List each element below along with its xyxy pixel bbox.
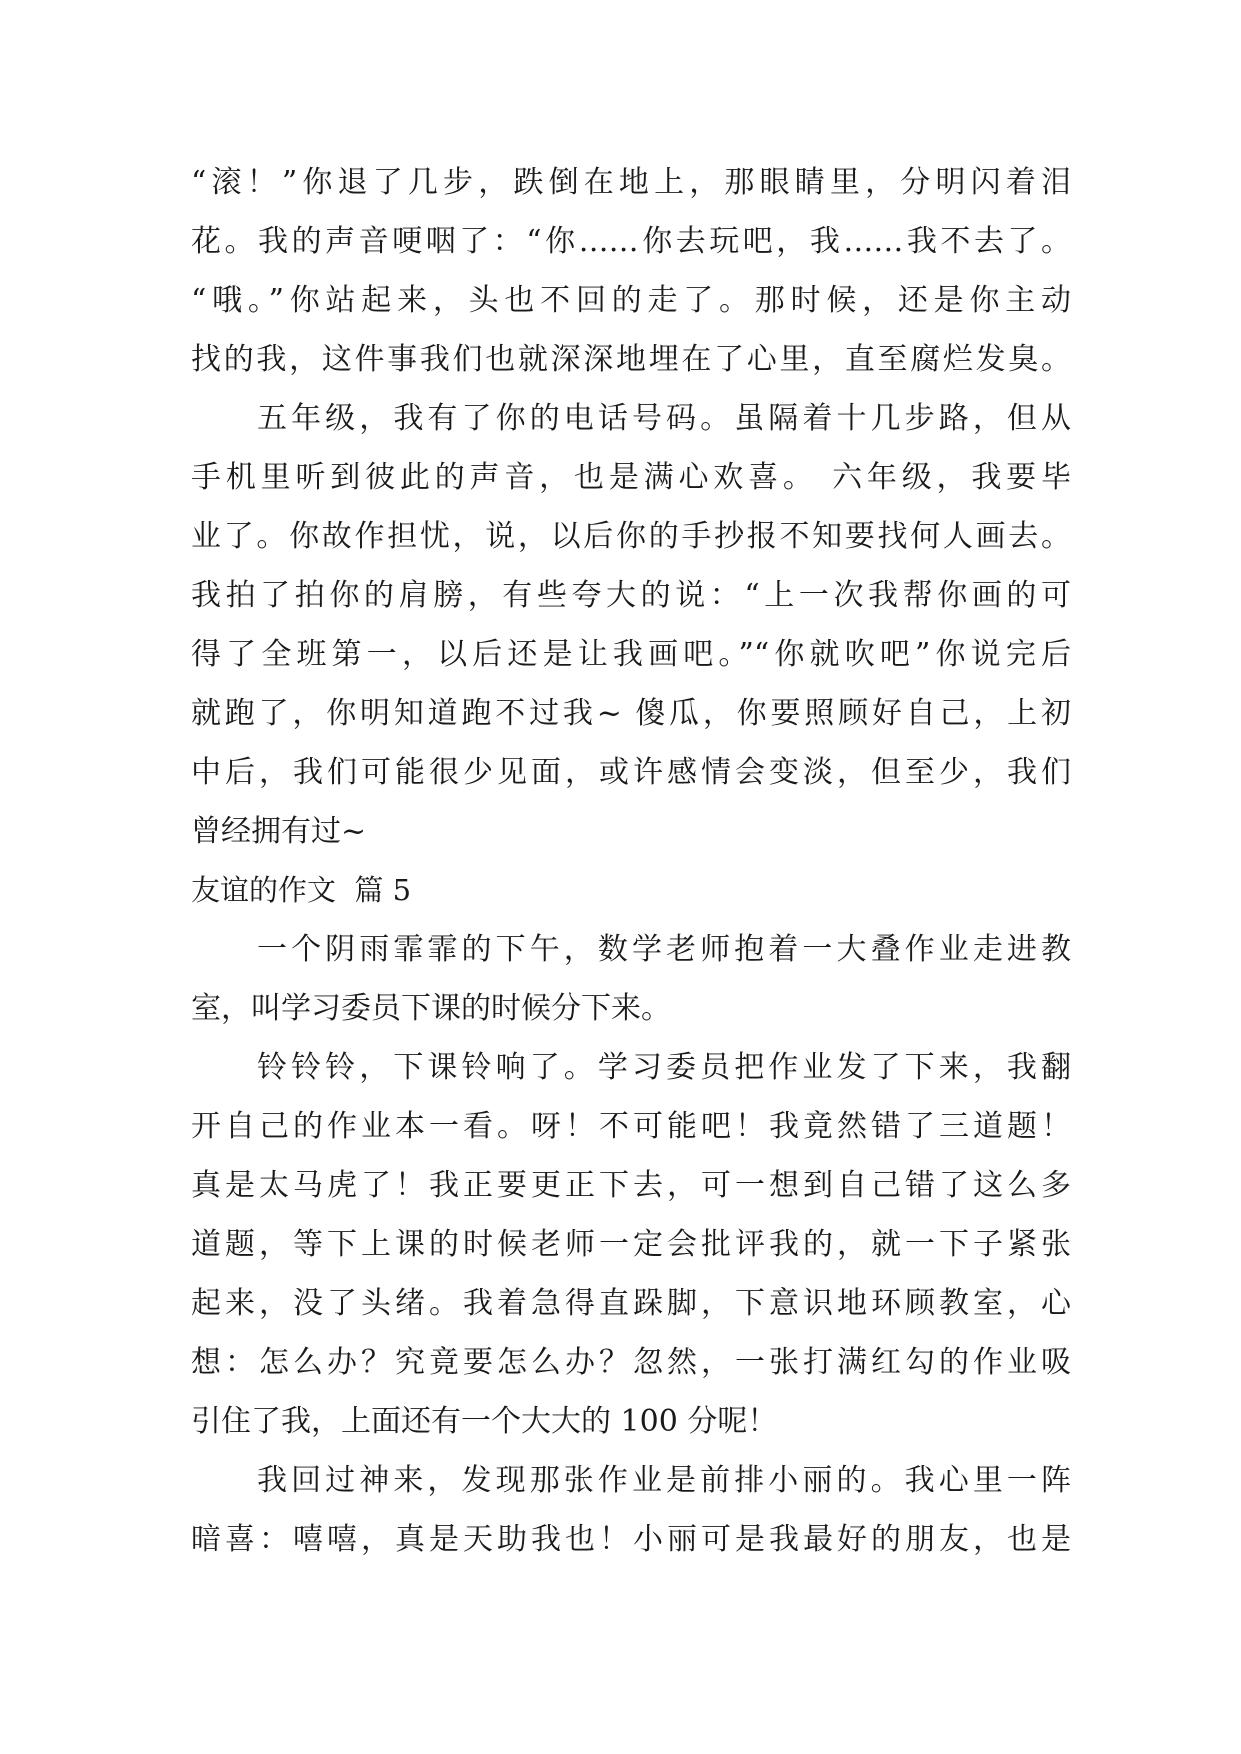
paragraph-line: 开自己的作业本一看。呀！不可能吧！我竟然错了三道题！ [191,1109,1071,1144]
paragraph-line: 真是太马虎了！我正要更正下去，可一想到自己错了这么多 [191,1168,1071,1203]
paragraph-line: 花。我的声音哽咽了：“你……你去玩吧，我……我不去了。 [191,224,1071,259]
paragraph-line: 引住了我，上面还有一个大大的 100 分呢！ [191,1404,778,1439]
paragraph-line: 曾经拥有过~ [191,814,367,849]
paragraph-line: 暗喜：嘻嘻，真是天助我也！小丽可是我最好的朋友，也是 [191,1522,1071,1557]
paragraph-line: 中后，我们可能很少见面，或许感情会变淡，但至少，我们 [191,755,1071,790]
paragraph-line: “滚！”你退了几步，跌倒在地上，那眼睛里，分明闪着泪 [191,165,1071,200]
paragraph-line: 铃铃铃，下课铃响了。学习委员把作业发了下来，我翻 [257,1050,1071,1085]
paragraph-line: 一个阴雨霏霏的下午，数学老师抱着一大叠作业走进教 [257,932,1071,967]
section-title: 友谊的作文 篇 5 [191,873,412,907]
paragraph-line: 手机里听到彼此的声音，也是满心欢喜。 六年级，我要毕 [191,460,1071,495]
paragraph-line: 起来，没了头绪。我着急得直跺脚，下意识地环顾教室，心 [191,1286,1071,1321]
paragraph-line: 找的我，这件事我们也就深深地埋在了心里，直至腐烂发臭。 [191,342,1071,377]
paragraph-line: 就跑了，你明知道跑不过我~ 傻瓜，你要照顾好自己，上初 [191,696,1071,731]
paragraph-line: 想：怎么办？究竟要怎么办？忽然，一张打满红勾的作业吸 [191,1345,1071,1380]
paragraph-line: 道题，等下上课的时候老师一定会批评我的，就一下子紧张 [191,1227,1071,1262]
paragraph-line: 我回过神来，发现那张作业是前排小丽的。我心里一阵 [257,1463,1071,1498]
paragraph-line: 我拍了拍你的肩膀，有些夸大的说：“上一次我帮你画的可 [191,578,1071,613]
paragraph-line: “哦。”你站起来，头也不回的走了。那时候，还是你主动 [191,283,1071,318]
paragraph-line: 室，叫学习委员下课的时候分下来。 [191,991,671,1026]
paragraph-line: 得了全班第一，以后还是让我画吧。”“你就吹吧”你说完后 [191,637,1071,672]
paragraph-line: 业了。你故作担忧，说，以后你的手抄报不知要找何人画去。 [191,519,1071,554]
paragraph-line: 五年级，我有了你的电话号码。虽隔着十几步路，但从 [257,401,1071,436]
